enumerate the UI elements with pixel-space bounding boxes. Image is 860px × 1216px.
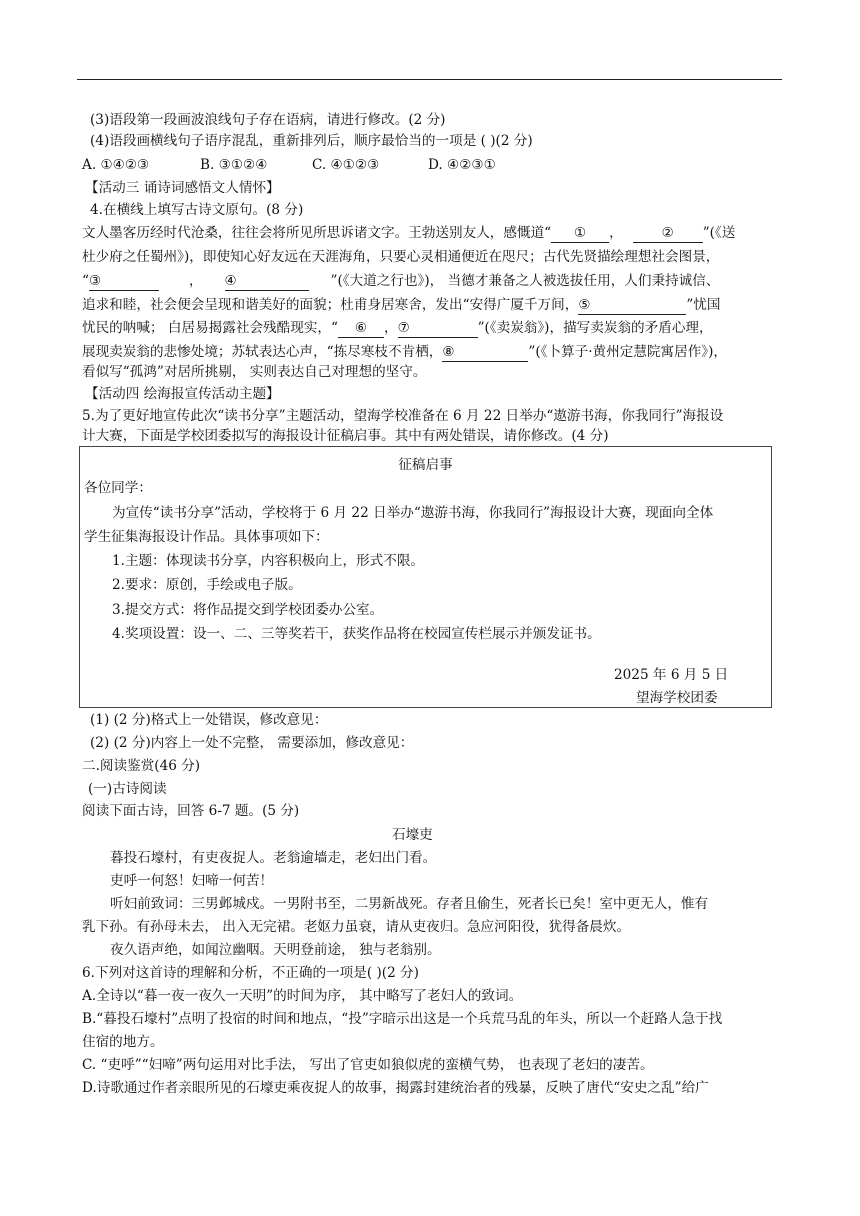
poem-line-3 [82,271,719,291]
notice-item: 4.奖项设置：设一、二、三等奖若干，获奖作品将在校园宣传栏展示并颁发证书。 [112,626,601,642]
question-4-poem: 4.在横线上填写古诗文原句。(8 分) [90,202,304,218]
blank-7[interactable]: ⑦ [398,320,478,338]
text: ， [609,225,623,241]
text: 文人墨客历经时代沧桑，往往会将所见所思诉诸文字。王勃送别友人，感慨道“ [82,225,552,241]
blank-4[interactable]: ④ [225,273,309,291]
notice-body-line-1: 为宣传“读书分享”活动，学校将于 6 月 22 日举办“遨游书海，你我同行”海报设计大赛，现面向全体 [112,505,714,521]
question-4: (4)语段画横线句子语序混乱，重新排列后，顺序最恰当的一项是 ( )(2 分) [90,133,533,149]
option-a: A. ①④②③ [82,157,150,173]
question-5-line-1: 5.为了更好地宣传此次“读书分享”主题活动，望海学校准备在 6 月 22 日举办“遨游书海，你我同行”海报设 [82,408,724,424]
header-rule [77,79,782,80]
question-5-line-2: 计大赛，下面是学校团委拟写的海报设计征稿启事。其中有两处错误，请你修改。(4 分) [82,428,609,444]
poem-title: 石壕吏 [392,827,433,843]
blank-1[interactable]: ① [551,225,609,243]
option-c: C. ④①②③ [312,157,380,173]
notice-signature: 望海学校团委 [636,690,718,706]
question-6: 6.下列对这首诗的理解和分析，不正确的一项是( )(2 分) [82,965,419,981]
poem-stanza-3-line-2: 乳下孙。有孙母未去， 出入无完裙。老妪力虽衰，请从吏夜归。急应河阳役，犹得备晨炊。 [82,919,631,935]
notice-item: 3.提交方式：将作品提交到学校团委办公室。 [112,602,384,618]
poem-stanza-3-line-1: 听妇前致词：三男邺城戍。一男附书至，二男新战死。存者且偷生，死者长已矣！室中更无人，惟有 [110,896,709,912]
notice-item: 1.主题：体现读书分享，内容积极向上，形式不限。 [112,553,425,569]
poem-stanza-1: 暮投石壕村，有吏夜捉人。老翁逾墙走，老妇出门看。 [110,850,437,866]
question-5-sub-1: (1) (2 分)格式上一处错误，修改意见： [90,712,328,728]
blank-6[interactable]: ⑥ [338,320,384,338]
text: 忧民的呐喊； 白居易揭露社会残酷现实，“ [82,320,338,336]
poem-line-6 [82,342,727,362]
text: ”(《送 [702,225,736,241]
text: “ [82,273,89,289]
text: ”忧国 [686,297,721,313]
poem-line-4 [82,295,720,315]
notice-box [79,446,772,708]
question-6-option-d: D.诗歌通过作者亲眼所见的石壕吏乘夜捉人的故事，揭露封建统治者的残暴，反映了唐代“安史之乱”给广 [82,1080,709,1096]
text: ”(《卖炭翁》)，描写卖炭翁的矛盾心理， [477,320,713,336]
question-6-option-a: A.全诗以“暮一夜一夜久一天明”的时间为序， 其中略写了老妇人的致词。 [82,988,523,1004]
blank-3[interactable]: ③ [89,273,159,291]
option-b: B. ③①②④ [200,157,268,173]
section-2-heading: 二.阅读鉴赏(46 分) [82,758,201,774]
notice-body-line-2: 学生征集海报设计作品。具体事项如下： [84,529,329,545]
activity-4-heading: 【活动四 绘海报宣传活动主题】 [85,386,280,402]
poem-stanza-2: 吏呼一何怒！妇啼一何苦！ [110,873,274,889]
text: ， [188,273,203,289]
notice-title: 征稿启事 [398,457,453,473]
text: 展现卖炭翁的悲惨处境；苏轼表达心声，“拣尽寒枝不肯栖， [82,344,443,360]
reading-intro: 阅读下面古诗，回答 6-7 题。(5 分) [82,803,300,819]
text: ”(《卜算子·黄州定慧院寓居作》)， [528,344,727,360]
poem-line-7: 看似写“孤鸿”对居所挑剔， 实则表达自己对理想的坚守。 [82,364,427,380]
blank-8[interactable]: ⑧ [442,344,528,362]
poem-line-1 [82,223,735,243]
question-6-option-c: C. “吏呼”“妇啼”两句运用对比手法， 写出了官吏如狼似虎的蛮横气势， 也表现了老妇的凄苦。 [82,1057,654,1073]
section-2-1-heading: (一)古诗阅读 [88,781,167,797]
text: ， [383,320,398,336]
question-6-option-b-line-2: 住宿的地方。 [82,1034,164,1050]
poem-stanza-4: 夜久语声绝，如闻泣幽咽。天明登前途， 独与老翁别。 [110,942,441,958]
blank-2[interactable]: ② [633,225,703,243]
poem-line-2: 杜少府之任蜀州》)，即使知心好友远在天涯海角，只要心灵相通便近在咫尺；古代先贤描绘理想社会图景， [82,249,720,265]
text: 追求和睦，社会便会呈现和谐美好的面貌；杜甫身居寒舍，发出“安得广厦千万间， [82,297,579,313]
poem-line-5 [82,318,713,338]
text: ”(《大道之行也》)， 当德才兼备之人被选拔任用，人们秉持诚信、 [330,273,720,289]
question-5-sub-2: (2) (2 分)内容上一处不完整， 需要添加，修改意见： [90,735,414,751]
notice-date: 2025 年 6 月 5 日 [614,667,729,683]
notice-greeting: 各位同学： [84,480,152,496]
question-6-option-b-line-1: B.“暮投石壕村”点明了投宿的时间和地点，“投”字暗示出这是一个兵荒马乱的年头，所以一个赶路人急于找 [82,1011,723,1027]
blank-5[interactable]: ⑤ [578,297,686,315]
option-d: D. ④②③① [428,157,496,173]
notice-item: 2.要求：原创，手绘或电子版。 [112,577,302,593]
question-3: (3)语段第一段画波浪线句子存在语病，请进行修改。(2 分) [90,112,446,128]
activity-3-heading: 【活动三 诵诗词感悟文人情怀】 [85,180,280,196]
